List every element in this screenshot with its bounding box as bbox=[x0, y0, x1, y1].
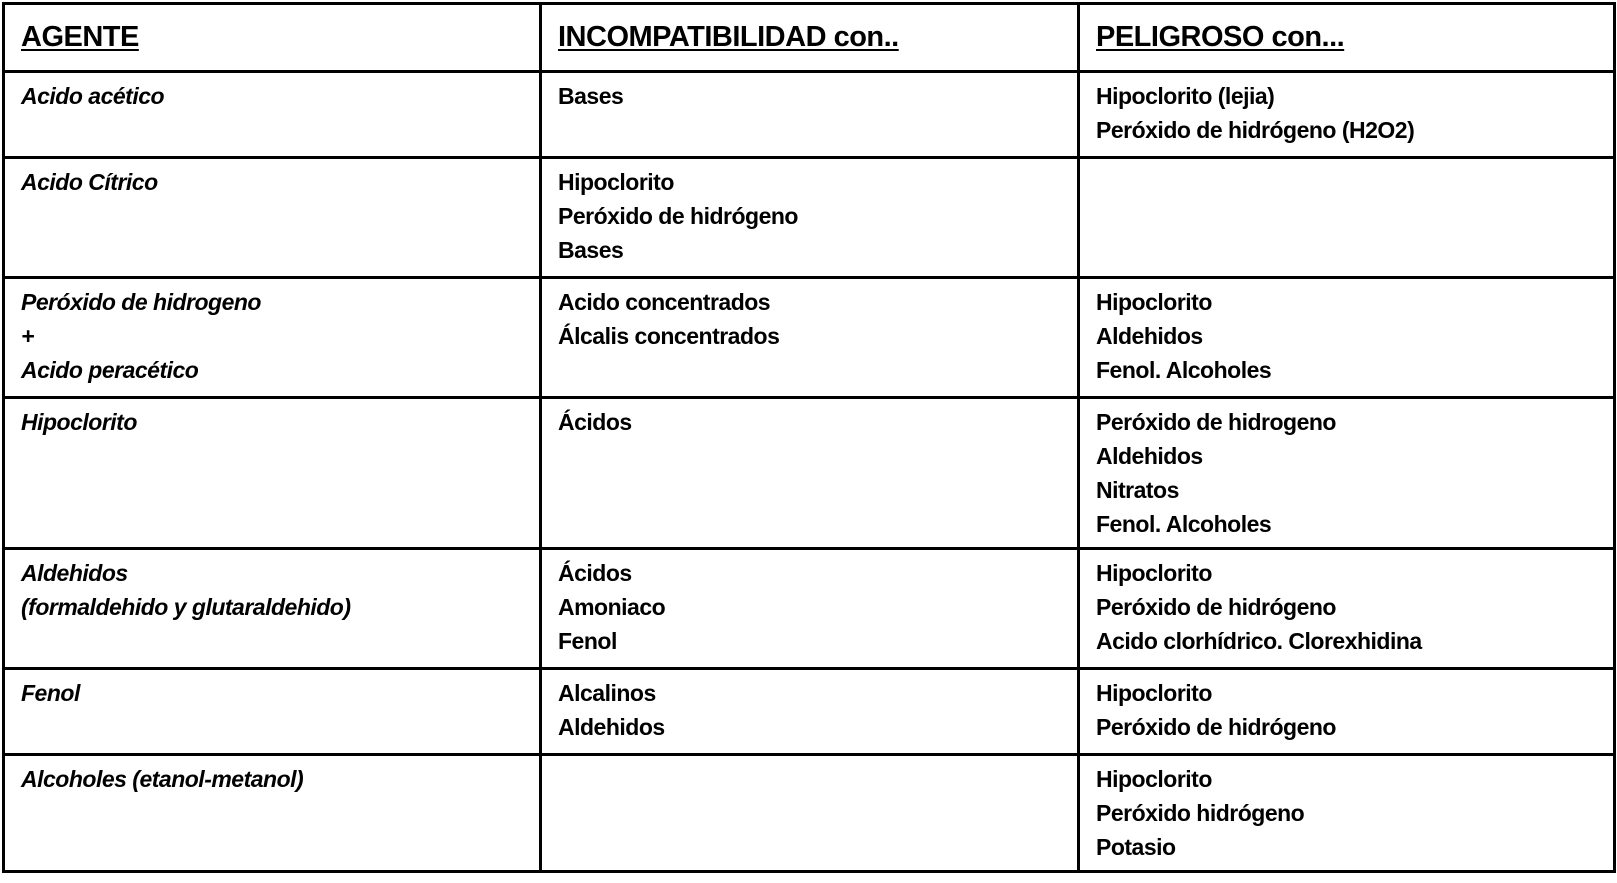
incompatibility-line: Peróxido de hidrógeno bbox=[558, 203, 798, 229]
table-row bbox=[4, 755, 1615, 872]
agent-cell bbox=[4, 669, 541, 755]
dangerous-line: Aldehidos bbox=[1096, 443, 1203, 469]
header-agent: AGENTE bbox=[4, 4, 541, 72]
dangerous-line: Fenol. Alcoholes bbox=[1096, 511, 1272, 537]
incompatibility-line: Ácidos bbox=[558, 409, 632, 435]
dangerous-line: Hipoclorito (lejia) bbox=[1096, 83, 1275, 109]
dangerous-line: Peróxido de hidrogeno bbox=[1096, 409, 1336, 435]
incompatibility-cell bbox=[541, 398, 1079, 549]
incompatibility-cell bbox=[541, 72, 1079, 158]
dangerous-cell bbox=[1079, 398, 1615, 549]
dangerous-line: Hipoclorito bbox=[1096, 766, 1212, 792]
dangerous-line: Nitratos bbox=[1096, 477, 1179, 503]
dangerous-line: Hipoclorito bbox=[1096, 289, 1212, 315]
incompatibility-line: Fenol bbox=[558, 628, 617, 654]
dangerous-cell bbox=[1079, 669, 1615, 755]
incompatibility-line: Alcalinos bbox=[558, 680, 656, 706]
dangerous-cell bbox=[1079, 549, 1615, 669]
compatibility-table bbox=[2, 2, 1616, 873]
dangerous-line: Peróxido hidrógeno bbox=[1096, 800, 1305, 826]
table-row bbox=[4, 398, 1615, 549]
dangerous-line: Peróxido de hidrógeno bbox=[1096, 594, 1336, 620]
incompatibility-line: Bases bbox=[558, 83, 624, 109]
agent-cell bbox=[4, 755, 541, 872]
dangerous-cell bbox=[1079, 72, 1615, 158]
incompatibility-cell bbox=[541, 278, 1079, 398]
agent-cell bbox=[4, 278, 541, 398]
agent-line: Alcoholes (etanol-metanol) bbox=[21, 766, 304, 792]
table-row bbox=[4, 72, 1615, 158]
incompatibility-line: Aldehidos bbox=[558, 714, 665, 740]
incompatibility-cell bbox=[541, 669, 1079, 755]
incompatibility-line: Acido concentrados bbox=[558, 289, 771, 315]
agent-line: Acido Cítrico bbox=[21, 169, 158, 195]
agent-line: + bbox=[21, 323, 34, 349]
agent-line: (formaldehido y glutaraldehido) bbox=[21, 594, 351, 620]
agent-line: Acido acético bbox=[21, 83, 165, 109]
dangerous-cell bbox=[1079, 278, 1615, 398]
table-row bbox=[4, 278, 1615, 398]
table-row bbox=[4, 669, 1615, 755]
header-dangerous: PELIGROSO con... bbox=[1079, 4, 1615, 72]
agent-line: Peróxido de hidrogeno bbox=[21, 289, 261, 315]
agent-cell bbox=[4, 158, 541, 278]
header-row bbox=[4, 4, 1615, 72]
dangerous-line: Hipoclorito bbox=[1096, 680, 1212, 706]
dangerous-line: Aldehidos bbox=[1096, 323, 1203, 349]
dangerous-cell bbox=[1079, 158, 1615, 278]
agent-line: Aldehidos bbox=[21, 560, 128, 586]
table-row bbox=[4, 158, 1615, 278]
incompatibility-cell bbox=[541, 549, 1079, 669]
dangerous-line: Hipoclorito bbox=[1096, 560, 1212, 586]
incompatibility-cell bbox=[541, 755, 1079, 872]
table-row bbox=[4, 549, 1615, 669]
agent-line: Acido peracético bbox=[21, 357, 199, 383]
dangerous-line: Peróxido de hidrógeno (H2O2) bbox=[1096, 117, 1415, 143]
dangerous-line: Fenol. Alcoholes bbox=[1096, 357, 1272, 383]
incompatibility-line: Ácidos bbox=[558, 560, 632, 586]
agent-line: Fenol bbox=[21, 680, 80, 706]
dangerous-line: Potasio bbox=[1096, 834, 1176, 860]
incompatibility-line: Amoniaco bbox=[558, 594, 666, 620]
dangerous-line: Acido clorhídrico. Clorexhidina bbox=[1096, 628, 1422, 654]
dangerous-line: Peróxido de hidrógeno bbox=[1096, 714, 1336, 740]
incompatibility-cell bbox=[541, 158, 1079, 278]
incompatibility-line: Álcalis concentrados bbox=[558, 323, 780, 349]
agent-line: Hipoclorito bbox=[21, 409, 137, 435]
dangerous-cell bbox=[1079, 755, 1615, 872]
header-incompatibility: INCOMPATIBILIDAD con.. bbox=[541, 4, 1079, 72]
incompatibility-line: Hipoclorito bbox=[558, 169, 674, 195]
agent-cell bbox=[4, 72, 541, 158]
incompatibility-line: Bases bbox=[558, 237, 624, 263]
agent-cell bbox=[4, 398, 541, 549]
agent-cell bbox=[4, 549, 541, 669]
